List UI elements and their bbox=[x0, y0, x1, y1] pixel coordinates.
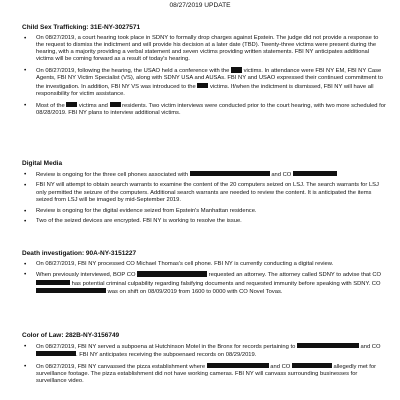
paragraph-text: On 08/27/2019, FBI NY canvassed the pizza establishment where bbox=[36, 363, 207, 370]
list-item bbox=[22, 171, 387, 179]
list-item bbox=[22, 208, 387, 215]
list-item bbox=[22, 271, 387, 296]
redaction-bar bbox=[36, 288, 106, 294]
list-item bbox=[22, 343, 387, 360]
paragraph-text: and CO bbox=[358, 343, 381, 350]
list-item bbox=[22, 363, 387, 386]
paragraph-text: was on shift on 08/09/2019 from 1600 to 0000 with CO Novel Tovas. bbox=[106, 288, 283, 295]
section-heading: Digital Media bbox=[22, 160, 63, 167]
redaction-bar bbox=[292, 363, 332, 369]
paragraph-text: On 08/27/2019, FBI NY processed CO Michael Thomas's cell phone. FBI NY is currently conducting a digital review. bbox=[36, 260, 334, 267]
section-heading: Color of Law: 282B-NY-3156749 bbox=[22, 332, 120, 339]
page-title: 08/27/2019 UPDATE bbox=[169, 2, 231, 9]
paragraph-text: residents. Two victim interviews were conducted prior to the court hearing, with two more scheduled for 08/28/2019. FBI NY plans to interview additional victims. bbox=[36, 102, 386, 116]
section-heading: Child Sex Trafficking: 31E-NY-3027571 bbox=[22, 24, 141, 31]
list-item bbox=[22, 261, 387, 268]
section-child-sex-trafficking bbox=[22, 24, 387, 121]
paragraph-text: When previously interviewed, BOP CO bbox=[36, 272, 138, 279]
paragraph-text: On 08/27/2019, FBI NY served a subpoena at Hutchinson Motel in the Bronx for records pertaining to bbox=[36, 343, 297, 350]
paragraph-text: requested an attorney. The attorney called SDNY to advise that CO bbox=[207, 272, 382, 279]
redaction-bar bbox=[293, 171, 337, 177]
section-death-investigation bbox=[22, 250, 387, 300]
paragraph-text: and CO bbox=[269, 171, 293, 178]
section-heading: Death investigation: 90A-NY-3151227 bbox=[22, 250, 137, 257]
paragraph-text: victims and bbox=[77, 102, 110, 109]
paragraph-text: Most of the bbox=[36, 102, 67, 109]
list-item bbox=[22, 102, 387, 118]
paragraph-text: On 08/27/2019, a court hearing took place in SDNY to formally drop charges against Epstein. The judge did not provide a response to the request to dismiss the indictment and will provide his decision at a later date (TBD). Twenty-three victims were present during the hearing, with a majority providing a verbal statement and seven victims providing written statements. FBI NY anticipates additional victims will be coming forward as a result of today's hearing. bbox=[36, 34, 379, 63]
redaction-bar bbox=[36, 351, 76, 357]
paragraph-text: . FBI NY anticipates receiving the subpoenaed records on 08/29/2019. bbox=[76, 351, 257, 358]
redaction-bar bbox=[297, 343, 359, 349]
paragraph-text: victims. In attendance were FBI NY EM, FBI NY Case Agents, FBI NY Victim Specialist (VS), along with SDNY USA and AUSAs. FBI NY and USAO expressed their continued commitment to the investigation. In addition, FBI NY VS was introduced to the bbox=[36, 68, 383, 90]
bullet-list bbox=[22, 171, 387, 226]
redaction-bar bbox=[66, 102, 77, 108]
list-item bbox=[22, 182, 387, 204]
bullet-list bbox=[22, 343, 387, 386]
redaction-bar bbox=[36, 280, 70, 286]
paragraph-text: and CO bbox=[268, 363, 292, 370]
redaction-bar bbox=[207, 363, 269, 369]
paragraph-text: Review is ongoing for the digital evidence seized from Epstein's Manhattan residence. bbox=[36, 207, 257, 214]
section-digital-media bbox=[22, 160, 387, 229]
redaction-bar bbox=[137, 271, 207, 277]
list-item bbox=[22, 67, 387, 98]
redaction-bar bbox=[231, 67, 242, 73]
redaction-bar bbox=[110, 102, 121, 108]
paragraph-text: FBI NY will attempt to obtain search warrants to examine the content of the 20 computers seized on LSJ. The search warrants for LSJ only permitted the seizure of the computers. Additional search warrants are needed to review the content. It is anticipated the items seized from LSJ will be imaged by mid-September 2019. bbox=[36, 182, 379, 203]
paragraph-text: Two of the seized devices are encrypted. FBI NY is working to resolve the issue. bbox=[36, 218, 242, 225]
bullet-list bbox=[22, 261, 387, 297]
paragraph-text: allegedly met for surveillance footage. The pizza establishment did not have working cameras. FBI NY will canvass surrounding businesses for surveillance video. bbox=[36, 363, 377, 384]
section-color-of-law bbox=[22, 332, 387, 389]
paragraph-text: has potential criminal culpability regarding falsifying documents and requested immunity before speaking with SDNY. CO bbox=[70, 280, 381, 287]
paragraph-text: victims. If/when the indictment is dismissed, FBI NY will have all responsibility for victim assistance. bbox=[36, 83, 374, 97]
list-item bbox=[22, 35, 387, 64]
paragraph-text: On 08/27/2019, following the hearing, the USAO held a conference with the bbox=[36, 68, 231, 74]
list-item bbox=[22, 218, 387, 225]
paragraph-text: Review is ongoing for the three cell phones associated with bbox=[36, 171, 190, 178]
redaction-bar bbox=[197, 83, 208, 89]
bullet-list bbox=[22, 35, 387, 118]
redaction-bar bbox=[190, 171, 270, 177]
